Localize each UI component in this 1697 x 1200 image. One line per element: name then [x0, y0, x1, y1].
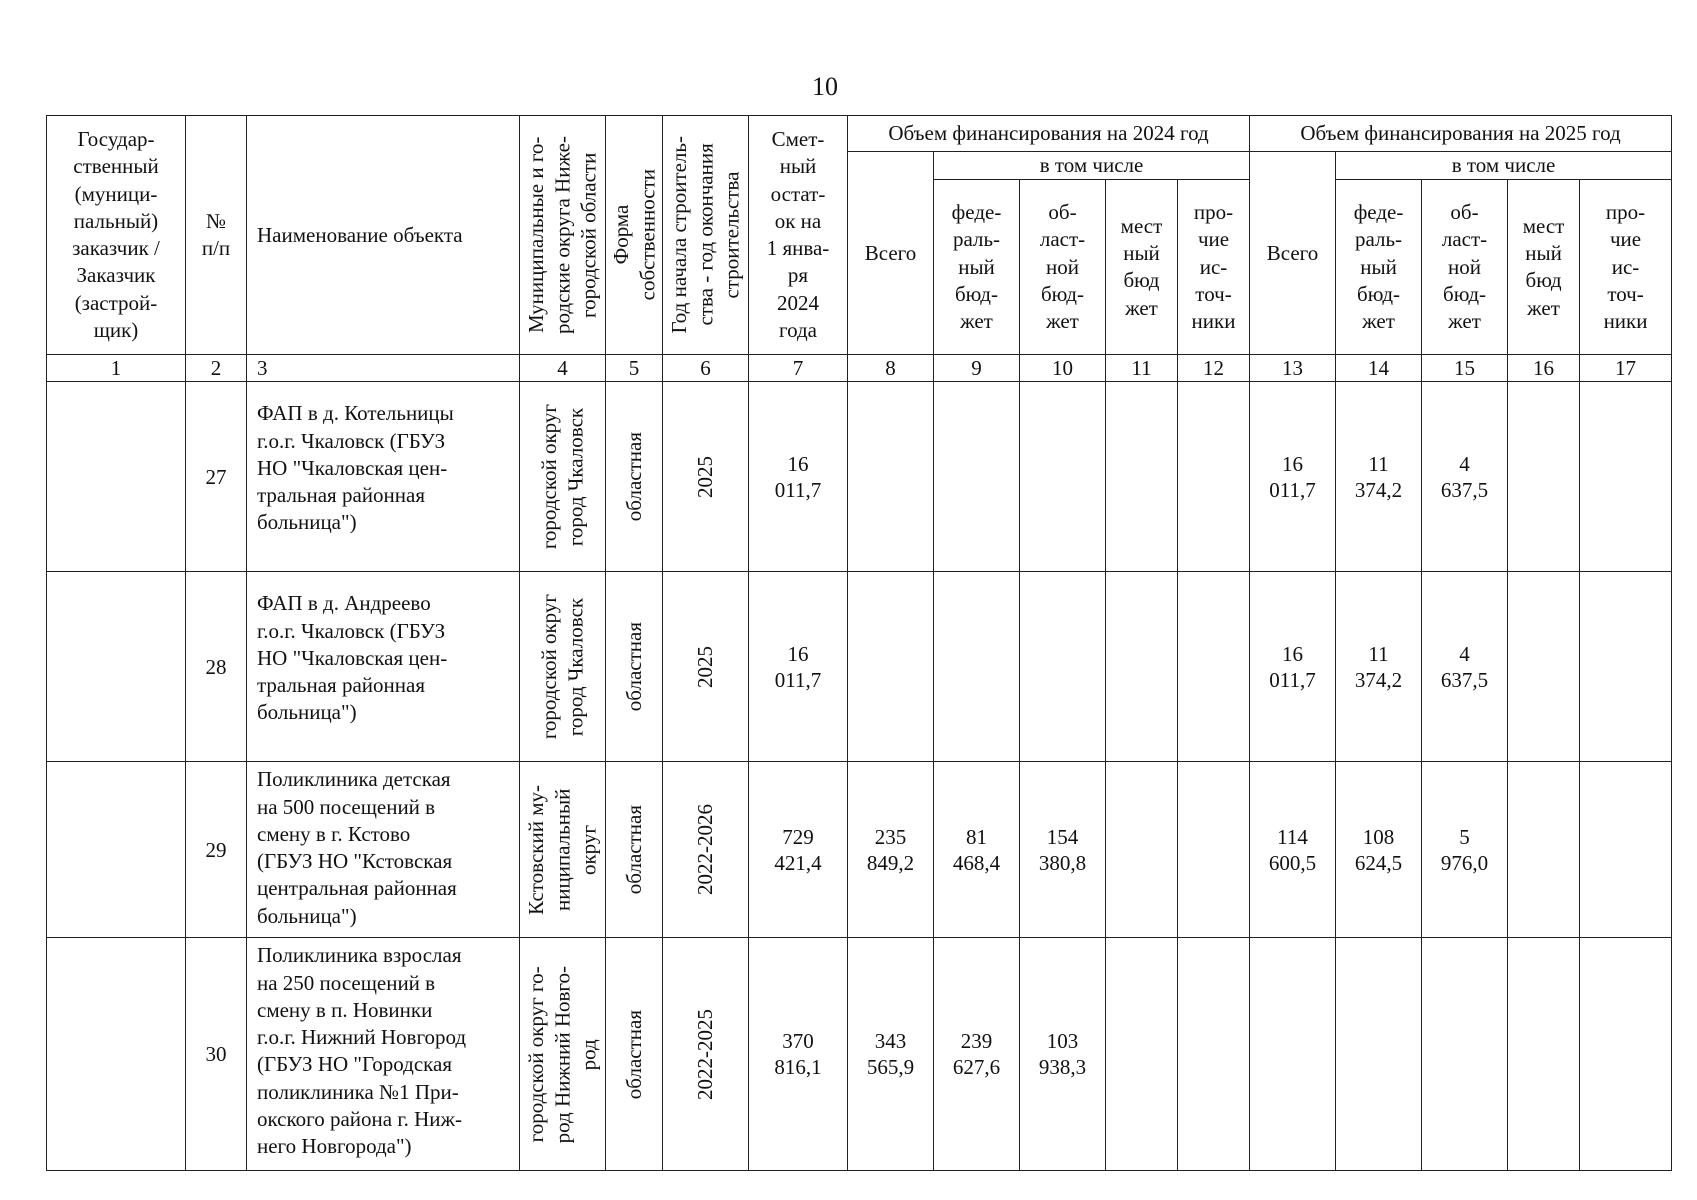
header-total-2025: Всего — [1250, 152, 1336, 355]
object-name-cell: ФАП в д. Котельницы г.о.г. Чкаловск (ГБУЗ НО "Чкаловская цен- тральная районная больница") — [247, 382, 520, 572]
ownership-cell — [606, 572, 663, 762]
header-municipality: Муниципальные и го- родские округа Ниже- городской области — [524, 136, 601, 335]
remainder-cell: 729 421,4 — [749, 762, 848, 938]
column-number: 1 — [47, 355, 186, 382]
column-number: 11 — [1106, 355, 1178, 382]
customer-cell — [47, 382, 186, 572]
remainder-cell: 16 011,7 — [749, 572, 848, 762]
local-2024-cell — [1106, 938, 1178, 1171]
table-row — [47, 382, 1672, 572]
column-number: 13 — [1250, 355, 1336, 382]
index-cell: 30 — [186, 938, 247, 1171]
years-cell — [663, 938, 749, 1171]
header-regional-2024: об- ласт- ной бюд- жет — [1020, 180, 1106, 355]
local-2025-cell — [1508, 938, 1580, 1171]
index-cell: 28 — [186, 572, 247, 762]
federal-2024-cell — [934, 572, 1020, 762]
header-regional-2025: об- ласт- ной бюд- жет — [1422, 180, 1508, 355]
header-federal-2025: феде- раль- ный бюд- жет — [1336, 180, 1422, 355]
table-row — [47, 572, 1672, 762]
ownership-text: областная — [621, 432, 646, 522]
federal-2025-cell — [1336, 938, 1422, 1171]
column-number: 3 — [247, 355, 520, 382]
federal-2025-cell: 11 374,2 — [1336, 382, 1422, 572]
years-text: 2022-2025 — [693, 1008, 718, 1100]
federal-2025-cell: 108 624,5 — [1336, 762, 1422, 938]
municipality-text: городской округ го- род Нижний Новго- род — [524, 965, 601, 1143]
header-ownership-cell — [606, 116, 663, 355]
total-2025-cell: 16 011,7 — [1250, 572, 1336, 762]
regional-2025-cell — [1422, 938, 1508, 1171]
regional-2024-cell — [1020, 572, 1106, 762]
regional-2025-cell: 4 637,5 — [1422, 382, 1508, 572]
customer-cell — [47, 572, 186, 762]
table-row — [47, 762, 1672, 938]
local-2024-cell — [1106, 762, 1178, 938]
total-2024-cell: 343 565,9 — [848, 938, 934, 1171]
column-number: 10 — [1020, 355, 1106, 382]
object-name-cell: ФАП в д. Андреево г.о.г. Чкаловск (ГБУЗ НО "Чкаловская цен- тральная районная больница") — [247, 572, 520, 762]
local-2025-cell — [1508, 382, 1580, 572]
ownership-cell — [606, 762, 663, 938]
local-2025-cell — [1508, 572, 1580, 762]
local-2024-cell — [1106, 572, 1178, 762]
column-number: 7 — [749, 355, 848, 382]
total-2024-cell: 235 849,2 — [848, 762, 934, 938]
federal-2024-cell: 81 468,4 — [934, 762, 1020, 938]
header-funding-2025: Объем финансирования на 2025 год — [1250, 116, 1672, 152]
other-2024-cell — [1178, 382, 1250, 572]
years-text: 2022-2026 — [693, 804, 718, 896]
total-2024-cell — [848, 382, 934, 572]
header-federal-2024: феде- раль- ный бюд- жет — [934, 180, 1020, 355]
header-including-2025: в том числе — [1336, 152, 1672, 180]
local-2025-cell — [1508, 762, 1580, 938]
remainder-cell: 16 011,7 — [749, 382, 848, 572]
municipality-cell — [520, 382, 606, 572]
years-cell — [663, 382, 749, 572]
regional-2024-cell: 103 938,3 — [1020, 938, 1106, 1171]
local-2024-cell — [1106, 382, 1178, 572]
investment-table — [46, 115, 1672, 1171]
municipality-text: городской округ город Чкаловск — [537, 404, 588, 550]
federal-2024-cell — [934, 382, 1020, 572]
total-2025-cell: 16 011,7 — [1250, 382, 1336, 572]
column-number: 16 — [1508, 355, 1580, 382]
regional-2024-cell: 154 380,8 — [1020, 762, 1106, 938]
column-number: 15 — [1422, 355, 1508, 382]
federal-2025-cell: 11 374,2 — [1336, 572, 1422, 762]
column-number: 9 — [934, 355, 1020, 382]
column-number: 5 — [606, 355, 663, 382]
municipality-cell — [520, 938, 606, 1171]
other-2024-cell — [1178, 938, 1250, 1171]
header-customer: Государ- ственный (муници- пальный) заказчик / Заказчик (застрой- щик) — [47, 116, 186, 355]
header-object-name: Наименование объекта — [247, 116, 520, 355]
column-number: 6 — [663, 355, 749, 382]
municipality-text: городской округ город Чкаловск — [537, 594, 588, 740]
header-other-2024: про- чие ис- точ- ники — [1178, 180, 1250, 355]
regional-2025-cell: 5 976,0 — [1422, 762, 1508, 938]
header-local-2025: мест ный бюд жет — [1508, 180, 1580, 355]
ownership-cell — [606, 938, 663, 1171]
regional-2025-cell: 4 637,5 — [1422, 572, 1508, 762]
header-local-2024: мест ный бюд жет — [1106, 180, 1178, 355]
ownership-text: областная — [621, 622, 646, 712]
years-cell — [663, 762, 749, 938]
total-2025-cell: 114 600,5 — [1250, 762, 1336, 938]
years-text: 2025 — [693, 455, 718, 498]
remainder-cell: 370 816,1 — [749, 938, 848, 1171]
header-other-2025: про- чие ис- точ- ники — [1580, 180, 1672, 355]
header-ownership: Форма собственности — [608, 169, 659, 301]
customer-cell — [47, 938, 186, 1171]
other-2025-cell — [1580, 762, 1672, 938]
ownership-cell — [606, 382, 663, 572]
years-cell — [663, 572, 749, 762]
other-2024-cell — [1178, 572, 1250, 762]
column-number: 4 — [520, 355, 606, 382]
object-name-cell: Поликлиника взрослая на 250 посещений в смену в п. Новинки г.о.г. Нижний Новгород (ГБУЗ НО "Городская поликлиника №1 При- окского района г. Ниж- него Новгорода") — [247, 938, 520, 1171]
other-2024-cell — [1178, 762, 1250, 938]
column-number: 14 — [1336, 355, 1422, 382]
header-funding-2024: Объем финансирования на 2024 год — [848, 116, 1250, 152]
table-row — [47, 938, 1672, 1171]
customer-cell — [47, 762, 186, 938]
object-name-cell: Поликлиника детская на 500 посещений в смену в г. Кстово (ГБУЗ НО "Кстовская центральная районная больница") — [247, 762, 520, 938]
index-cell: 29 — [186, 762, 247, 938]
header-index: № п/п — [186, 116, 247, 355]
federal-2024-cell: 239 627,6 — [934, 938, 1020, 1171]
header-including-2024: в том числе — [934, 152, 1250, 180]
header-municipality-cell — [520, 116, 606, 355]
other-2025-cell — [1580, 938, 1672, 1171]
total-2024-cell — [848, 572, 934, 762]
header-years-cell — [663, 116, 749, 355]
other-2025-cell — [1580, 382, 1672, 572]
index-cell: 27 — [186, 382, 247, 572]
column-number-row — [47, 355, 1672, 382]
column-number: 8 — [848, 355, 934, 382]
column-number: 12 — [1178, 355, 1250, 382]
header-total-2024: Всего — [848, 152, 934, 355]
column-number: 2 — [186, 355, 247, 382]
municipality-text: Кстовский му- ниципальный округ — [524, 784, 601, 915]
total-2025-cell — [1250, 938, 1336, 1171]
years-text: 2025 — [693, 645, 718, 688]
ownership-text: областная — [621, 805, 646, 895]
other-2025-cell — [1580, 572, 1672, 762]
header-years: Год начала строитель- ства - год окончания строительства — [667, 136, 744, 334]
municipality-cell — [520, 572, 606, 762]
regional-2024-cell — [1020, 382, 1106, 572]
header-remainder: Смет- ный остат- ок на 1 янва- ря 2024 года — [749, 116, 848, 355]
municipality-cell — [520, 762, 606, 938]
ownership-text: областная — [621, 1009, 646, 1099]
column-number: 17 — [1580, 355, 1672, 382]
page-number: 10 — [812, 72, 838, 101]
